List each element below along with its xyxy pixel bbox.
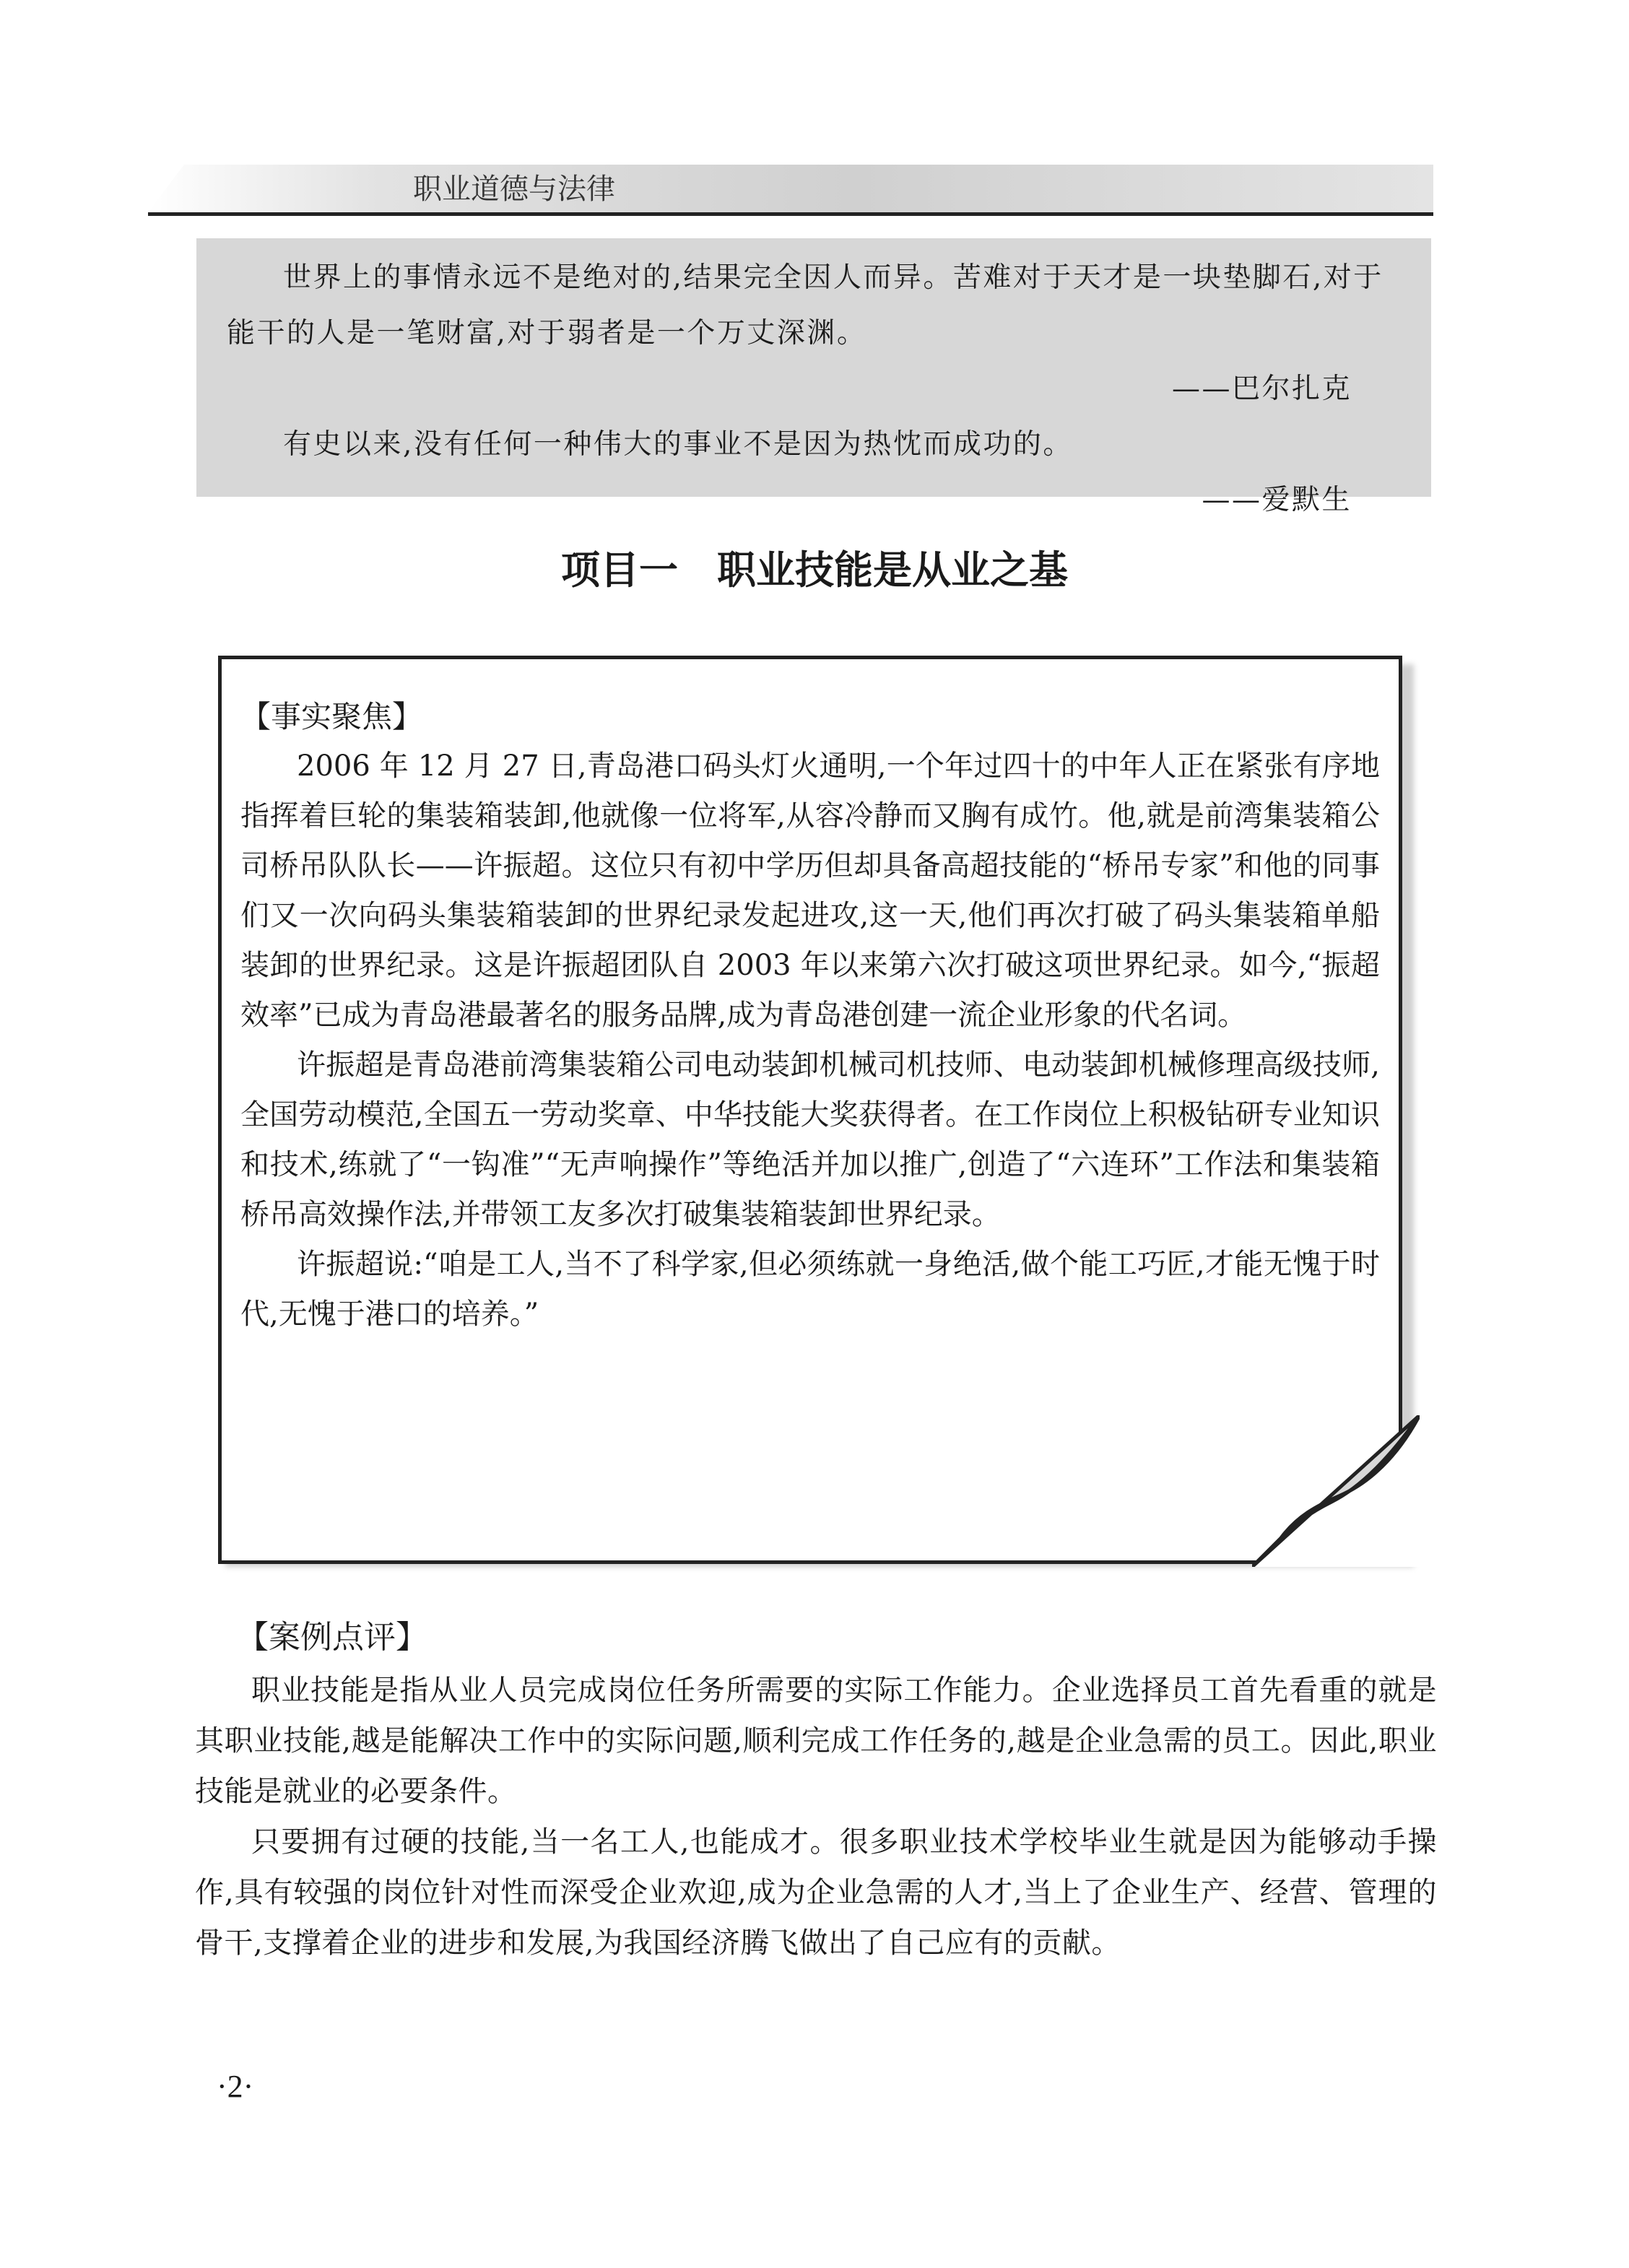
facts-card [218,656,1402,1564]
facts-paragraph: 2006 年 12 月 27 日,青岛港口码头灯火通明,一个年过四十的中年人正在紧张有序地指挥着巨轮的集装箱装卸,他就像一位将军,从容冷静而又胸有成竹。他,就是前湾集装箱公司桥吊队队长——许振超。这位只有初中学历但却具备高超技能的“桥吊专家”和他的同事们又一次向码头集装箱装卸的世界纪录发起进攻,这一天,他们再次打破了码头集装箱单船装卸的世界纪录。这是许振超团队自 2003 年以来第六次打破这项世界纪录。如今,“振超效率”已成为青岛港最著名的服务品牌,成为青岛港创建一流企业形象的代名词。 [240,750,1380,1032]
review-heading: 【案例点评】 [237,1619,427,1656]
review-paragraph: 只要拥有过硬的技能,当一名工人,也能成才。很多职业技术学校毕业生就是因为能够动手操作,具有较强的岗位针对性而深受企业欢迎,成为企业急需的人才,当上了企业生产、经营、管理的骨干,支撑着企业的进步和发展,为我国经济腾飞做出了自己应有的贡献。 [195,1825,1437,1960]
quote-author: ——爱默生 [1202,484,1352,516]
quote-box [196,238,1431,516]
quote-text: 世界上的事情永远不是绝对的,结果完全因人而异。苦难对于天才是一块垫脚石,对于能干的人是一笔财富,对于弱者是一个万丈深渊。 [227,261,1383,349]
header-band [148,165,1433,212]
section-title: 项目一 职业技能是从业之基 [561,547,1068,593]
facts-paragraph: 许振超是青岛港前湾集装箱公司电动装卸机械司机技师、电动装卸机械修理高级技师,全国劳动模范,全国五一劳动奖章、中华技能大奖获得者。在工作岗位上积极钻研专业知识和技术,练就了“一钩准”“无声响操作”等绝活并加以推广,创造了“六连环”工作法和集装箱桥吊高效操作法,并带领工友多次打破集装箱装卸世界纪录。 [240,1048,1380,1231]
running-header-title: 职业道德与法律 [413,173,615,206]
facts-heading: 【事实聚焦】 [240,699,423,734]
review-paragraph: 职业技能是指从业人员完成岗位任务所需要的实际工作能力。企业选择员工首先看重的就是其职业技能,越是能解决工作中的实际问题,顺利完成工作任务的,越是企业急需的员工。因此,职业技能是就业的必要条件。 [195,1674,1437,1808]
page-number: ·2· [217,2069,254,2104]
quote-text: 有史以来,没有任何一种伟大的事业不是因为热忱而成功的。 [283,428,1073,461]
facts-paragraph: 许振超说:“咱是工人,当不了科学家,但必须练就一身绝活,做个能工巧匠,才能无愧于时代,无愧于港口的培养。” [240,1248,1380,1331]
quote-author: ——巴尔扎克 [1171,373,1352,405]
review-body [195,1665,1437,1968]
page-curl-icon [1252,1415,1420,1567]
header-rule [148,212,1433,216]
